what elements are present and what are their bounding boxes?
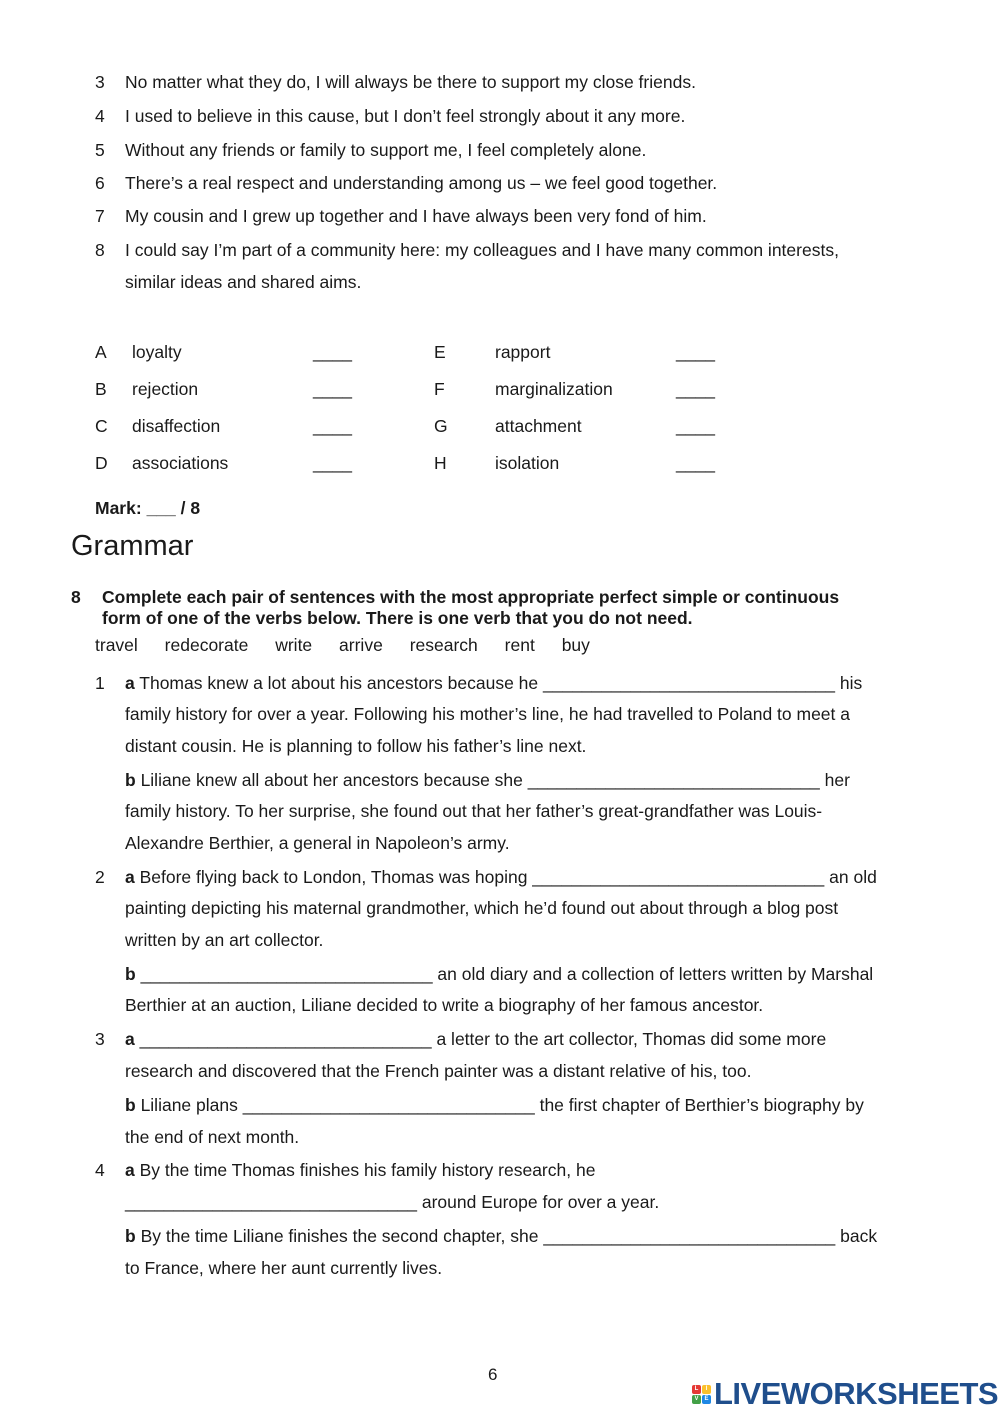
statement-number: 4 [95, 106, 105, 126]
section-title: Grammar [71, 530, 194, 562]
statement-text: No matter what they do, I will always be there to support my close friends. [125, 72, 696, 92]
verb: travel [95, 635, 138, 655]
answer-blank[interactable]: ____ [313, 453, 352, 473]
statement-number: 6 [95, 173, 105, 193]
sentence-text: family history. To her surprise, she found out that her father’s great-grandfather was Louis- [125, 801, 823, 821]
verb: write [275, 635, 313, 655]
statement-number: 7 [95, 206, 105, 226]
sentence-a-line: a Thomas knew a lot about his ancestors because he ______________________________ his [125, 673, 863, 693]
sentence-letter-b: b [125, 1226, 136, 1246]
statement-text: Without any friends or family to support me, I feel completely alone. [125, 140, 647, 160]
item-number: 4 [95, 1160, 105, 1180]
answer-blank[interactable]: ______________________________ [543, 1226, 836, 1246]
mark-label: Mark: [95, 498, 142, 518]
sentence-a-line: a By the time Thomas finishes his family history research, he [125, 1160, 596, 1180]
sentence-text: to France, where her aunt currently lives. [125, 1258, 443, 1278]
answer-blank[interactable]: ____ [676, 416, 715, 436]
sentence-text: painting depicting his maternal grandmother, which he’d found out about through a blog post [125, 898, 839, 918]
option-letter: E [434, 342, 446, 362]
answer-blank[interactable]: ______________________________ [527, 770, 820, 790]
sentence-b-line: b ______________________________ an old diary and a collection of letters written by Marshal [125, 964, 874, 984]
exercise-instruction-continued: form of one of the verbs below. There is one verb that you do not need. [102, 608, 693, 628]
option-letter: G [434, 416, 448, 436]
sentence-letter-a: a [125, 673, 135, 693]
verb: buy [561, 635, 590, 655]
statement-text: I used to believe in this cause, but I don’t feel strongly about it any more. [125, 106, 686, 126]
option-word: marginalization [495, 379, 613, 399]
sentence-a-line: a Before flying back to London, Thomas was hoping ______________________________ an old [125, 867, 877, 887]
option-letter: H [434, 453, 447, 473]
statement-number: 8 [95, 240, 105, 260]
answer-blank[interactable]: ______________________________ [543, 673, 835, 693]
verb: arrive [339, 635, 383, 655]
sentence-text: family history for over a year. Following his mother’s line, he had travelled to Poland to meet a [125, 704, 850, 724]
sentence-a-line: a ______________________________ a letter to the art collector, Thomas did some more [125, 1029, 827, 1049]
verb: rent [504, 635, 535, 655]
option-letter: F [434, 379, 445, 399]
option-word: associations [132, 453, 229, 473]
option-word: rejection [132, 379, 199, 399]
sentence-letter-a: a [125, 867, 135, 887]
logo-tile: E [702, 1395, 711, 1404]
sentence-text: distant cousin. He is planning to follow his father’s line next. [125, 736, 587, 756]
page-number: 6 [488, 1365, 498, 1384]
sentence-b-line: b By the time Liliane finishes the second chapter, she ______________________________ back [125, 1226, 878, 1246]
statement-number: 5 [95, 140, 105, 160]
verb-bank [95, 635, 612, 656]
mark-line [95, 498, 200, 519]
verb: redecorate [164, 635, 249, 655]
item-number: 1 [95, 673, 105, 693]
answer-blank[interactable]: ____ [313, 416, 352, 436]
answer-blank[interactable]: ____ [676, 379, 715, 399]
sentence-a-line-2: ______________________________ around Europe for over a year. [125, 1192, 660, 1212]
answer-blank[interactable]: ____ [676, 342, 715, 362]
mark-blank[interactable]: ___ [146, 498, 176, 518]
liveworksheets-logo[interactable] [692, 1376, 998, 1412]
sentence-text: written by an art collector. [125, 930, 324, 950]
option-letter: B [95, 379, 107, 399]
statement-text: There’s a real respect and understanding among us – we feel good together. [125, 173, 718, 193]
statement-text: My cousin and I grew up together and I have always been very fond of him. [125, 206, 707, 226]
logo-icon [692, 1385, 711, 1404]
sentence-letter-a: a [125, 1160, 135, 1180]
answer-blank[interactable]: ____ [313, 379, 352, 399]
sentence-letter-a: a [125, 1029, 135, 1049]
answer-blank[interactable]: ____ [676, 453, 715, 473]
option-word: isolation [495, 453, 560, 473]
statement-number: 3 [95, 72, 105, 92]
sentence-text: Alexandre Berthier, a general in Napoleon’s army. [125, 833, 510, 853]
option-letter: D [95, 453, 108, 473]
answer-blank[interactable]: ____ [313, 342, 352, 362]
statement-text: I could say I’m part of a community here: my colleagues and I have many common interests, [125, 240, 839, 260]
exercise-instruction: Complete each pair of sentences with the most appropriate perfect simple or continuous [102, 587, 840, 607]
logo-tile: V [692, 1395, 701, 1404]
statement-text-continued: similar ideas and shared aims. [125, 272, 362, 292]
option-word: attachment [495, 416, 582, 436]
exercise-number: 8 [71, 587, 81, 607]
logo-text: LIVEWORKSHEETS [714, 1376, 999, 1411]
verb: research [409, 635, 478, 655]
sentence-b-line: b Liliane plans ______________________________ the first chapter of Berthier’s biography by [125, 1095, 864, 1115]
answer-blank[interactable]: ______________________________ [125, 1192, 417, 1212]
option-letter: C [95, 416, 108, 436]
answer-blank[interactable]: ______________________________ [140, 964, 433, 984]
option-word: loyalty [132, 342, 182, 362]
sentence-letter-b: b [125, 964, 136, 984]
logo-tile: L [692, 1385, 701, 1394]
sentence-letter-b: b [125, 1095, 136, 1115]
answer-blank[interactable]: ______________________________ [139, 1029, 432, 1049]
sentence-text: research and discovered that the French painter was a distant relative of his, too. [125, 1061, 752, 1081]
option-letter: A [95, 342, 107, 362]
option-word: rapport [495, 342, 551, 362]
answer-blank[interactable]: ______________________________ [532, 867, 825, 887]
sentence-text: the end of next month. [125, 1127, 300, 1147]
sentence-letter-b: b [125, 770, 136, 790]
mark-total: / 8 [180, 498, 201, 518]
answer-blank[interactable]: ______________________________ [242, 1095, 535, 1115]
sentence-text: Berthier at an auction, Liliane decided to write a biography of her famous ancestor. [125, 995, 764, 1015]
option-word: disaffection [132, 416, 221, 436]
item-number: 3 [95, 1029, 105, 1049]
item-number: 2 [95, 867, 105, 887]
logo-tile: I [702, 1385, 711, 1394]
sentence-b-line: b Liliane knew all about her ancestors because she ______________________________ her [125, 770, 850, 790]
